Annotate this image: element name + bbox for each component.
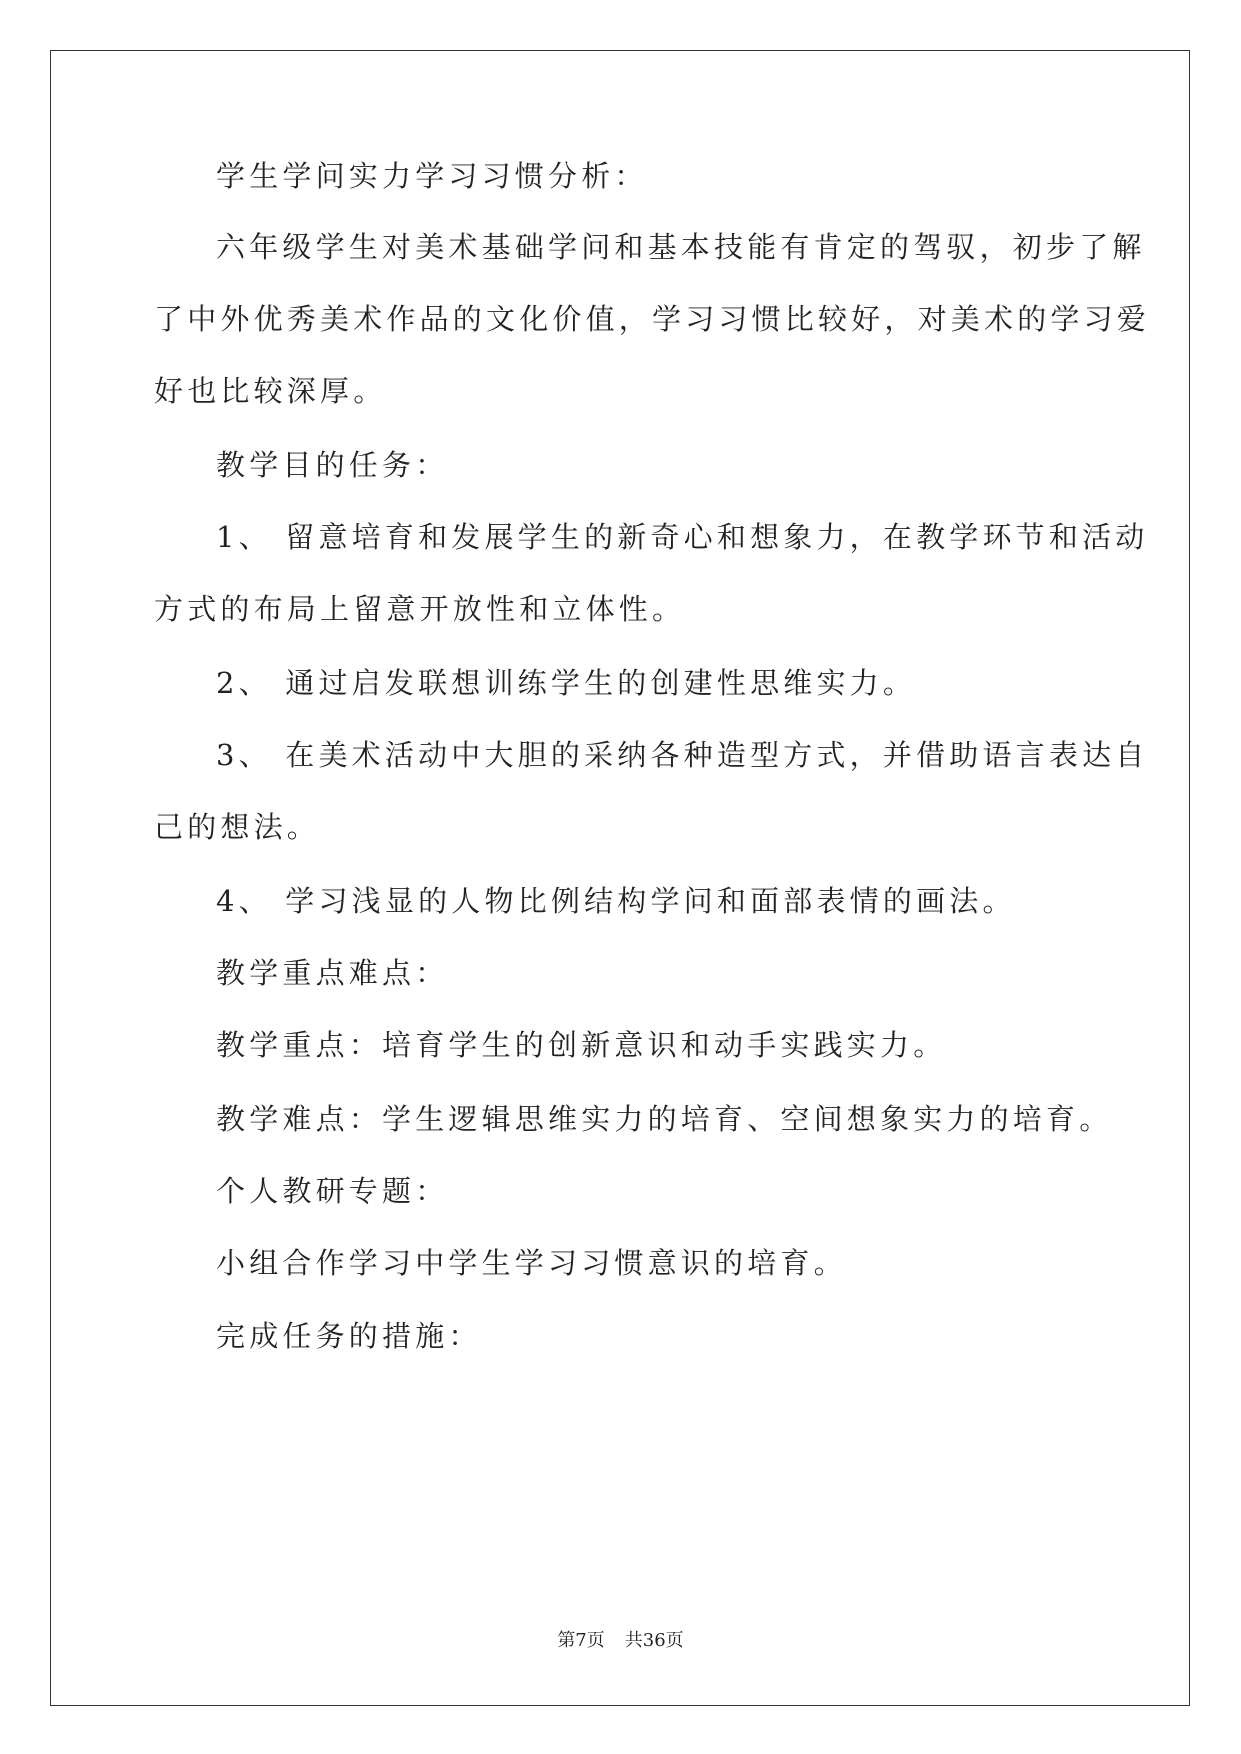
total-pages: 共36页 bbox=[624, 1630, 684, 1651]
paragraph-line: 己的想法。 bbox=[154, 810, 321, 844]
paragraph-line: 六年级学生对美术基础学问和基本技能有肯定的驾驭，初步了解 bbox=[216, 230, 1146, 264]
paragraph-line: 教学难点：学生逻辑思维实力的培育、空间想象实力的培育。 bbox=[216, 1102, 1113, 1136]
paragraph-line: 学生学问实力学习习惯分析： bbox=[216, 159, 648, 193]
paragraph-line: 2、 通过启发联想训练学生的创建性思维实力。 bbox=[216, 666, 917, 700]
page-border bbox=[50, 50, 1190, 1706]
paragraph-line: 3、 在美术活动中大胆的采纳各种造型方式，并借助语言表达自 bbox=[216, 738, 1149, 772]
page-footer bbox=[0, 1626, 1241, 1652]
paragraph-line: 教学目的任务： bbox=[216, 448, 449, 482]
paragraph-line: 好也比较深厚。 bbox=[154, 374, 387, 408]
paragraph-line: 1、 留意培育和发展学生的新奇心和想象力，在教学环节和活动 bbox=[216, 520, 1149, 554]
paragraph-line: 教学重点难点： bbox=[216, 956, 449, 990]
paragraph-line: 个人教研专题： bbox=[216, 1174, 449, 1208]
current-page-number: 第7页 bbox=[557, 1630, 605, 1651]
paragraph-line: 4、 学习浅显的人物比例结构学问和面部表情的画法。 bbox=[216, 884, 1016, 918]
paragraph-line: 了中外优秀美术作品的文化价值，学习习惯比较好，对美术的学习爱 bbox=[154, 302, 1151, 336]
paragraph-line: 小组合作学习中学生学习习惯意识的培育。 bbox=[216, 1246, 847, 1280]
paragraph-line: 完成任务的措施： bbox=[216, 1319, 482, 1353]
paragraph-line: 方式的布局上留意开放性和立体性。 bbox=[154, 592, 686, 626]
paragraph-line: 教学重点：培育学生的创新意识和动手实践实力。 bbox=[216, 1028, 947, 1062]
